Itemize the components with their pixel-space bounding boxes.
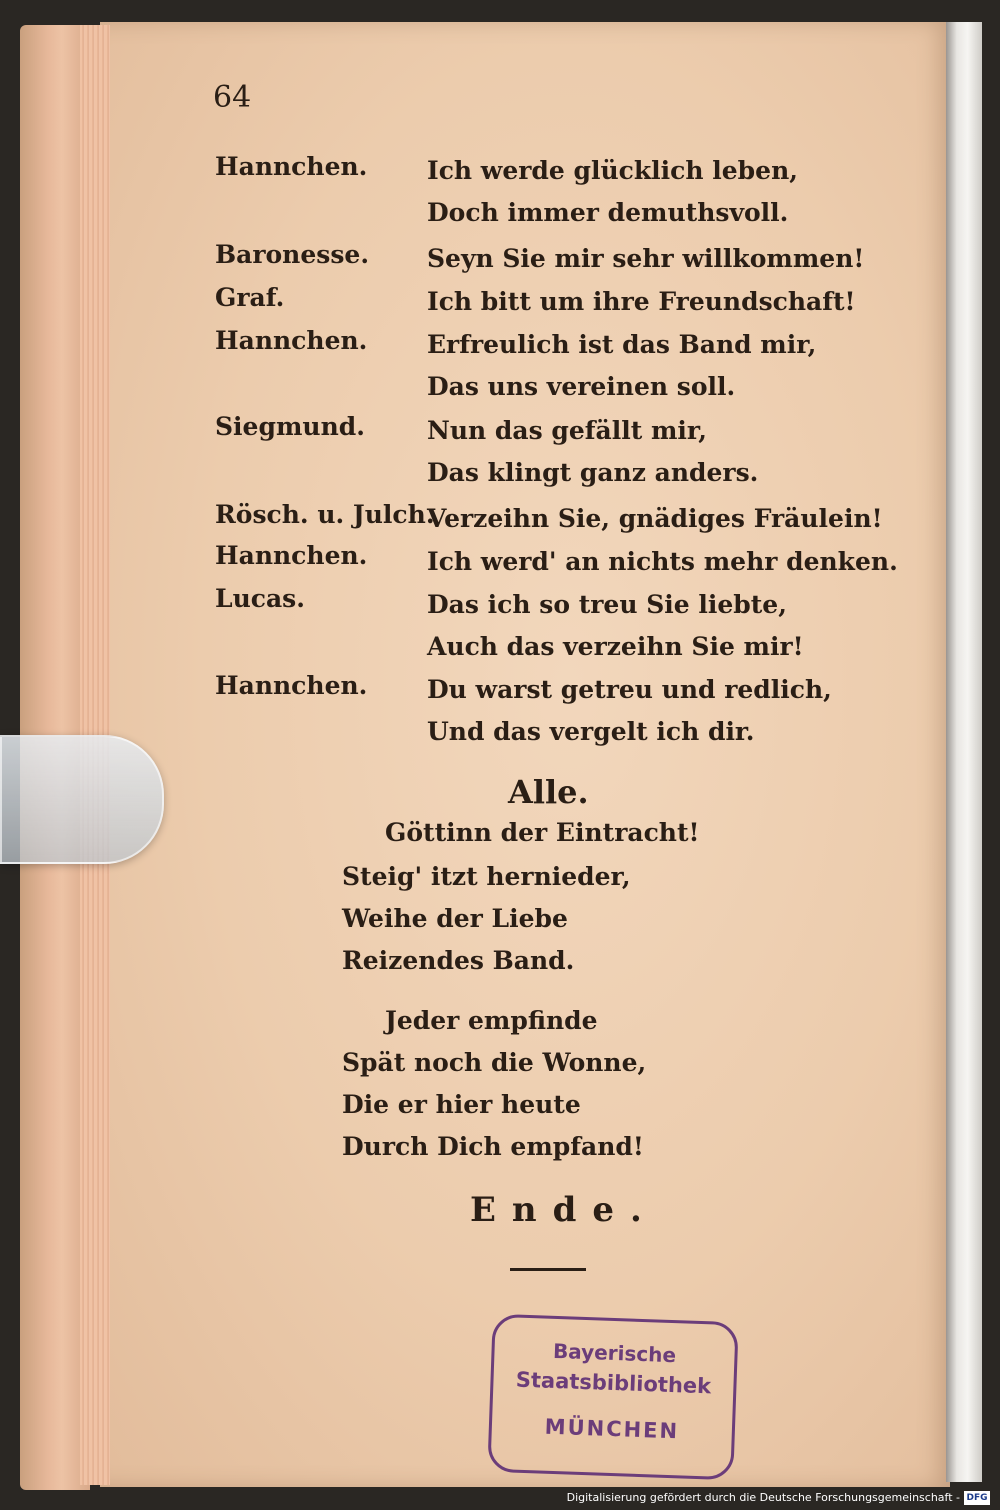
verse-line: Spät noch die Wonne, [342,1048,647,1077]
verse-line: Steig' itzt hernieder, [342,862,631,891]
chorus-heading: Alle. [508,773,589,811]
digitization-credit: Digitalisierung gefördert durch die Deutsche Forschungsgemeinschaft - [566,1491,960,1504]
page-number: 64 [213,80,252,115]
verse-line: Jeder empfinde [385,1006,598,1035]
dialogue-line: Ich werde glücklich leben, [427,156,798,185]
dialogue-line: Doch immer demuthsvoll. [427,198,789,227]
speaker-label: Rösch. u. Julch. [215,500,435,529]
speaker-label: Hannchen. [215,326,368,355]
verse-line: Reizendes Band. [342,946,575,975]
speaker-label: Hannchen. [215,671,368,700]
verse-line: Göttinn der Eintracht! [385,818,700,847]
end-marker: Ende. [470,1190,658,1230]
library-stamp [487,1314,738,1480]
dialogue-line: Das ich so treu Sie liebte, [427,590,787,619]
book-clip [0,735,164,864]
book-fore-edge [946,22,982,1482]
stamp-line: Bayerische [552,1338,677,1368]
dialogue-line: Du warst getreu und redlich, [427,675,832,704]
dialogue-line: Auch das verzeihn Sie mir! [427,632,804,661]
verse-line: Durch Dich empfand! [342,1132,644,1161]
speaker-label: Hannchen. [215,541,368,570]
dialogue-line: Ich werd' an nichts mehr denken. [427,547,898,576]
dialogue-line: Verzeihn Sie, gnädiges Fräulein! [427,504,883,533]
dialogue-line: Nun das gefällt mir, [427,416,707,445]
dialogue-line: Erfreulich ist das Band mir, [427,330,817,359]
stamp-line: Staatsbibliothek [515,1367,712,1399]
dialogue-line: Das klingt ganz anders. [427,458,759,487]
end-rule [510,1268,586,1271]
dfg-logo: DFG [964,1491,990,1505]
dialogue-line: Das uns vereinen soll. [427,372,736,401]
speaker-label: Lucas. [215,584,305,613]
speaker-label: Graf. [215,283,285,312]
verse-line: Weihe der Liebe [342,904,568,933]
speaker-label: Baronesse. [215,240,370,269]
speaker-label: Hannchen. [215,152,368,181]
stamp-line: MÜNCHEN [544,1414,680,1444]
verse-line: Die er hier heute [342,1090,581,1119]
dialogue-line: Ich bitt um ihre Freundschaft! [427,287,856,316]
dialogue-line: Seyn Sie mir sehr willkommen! [427,244,865,273]
speaker-label: Siegmund. [215,412,365,441]
dialogue-line: Und das vergelt ich dir. [427,717,755,746]
